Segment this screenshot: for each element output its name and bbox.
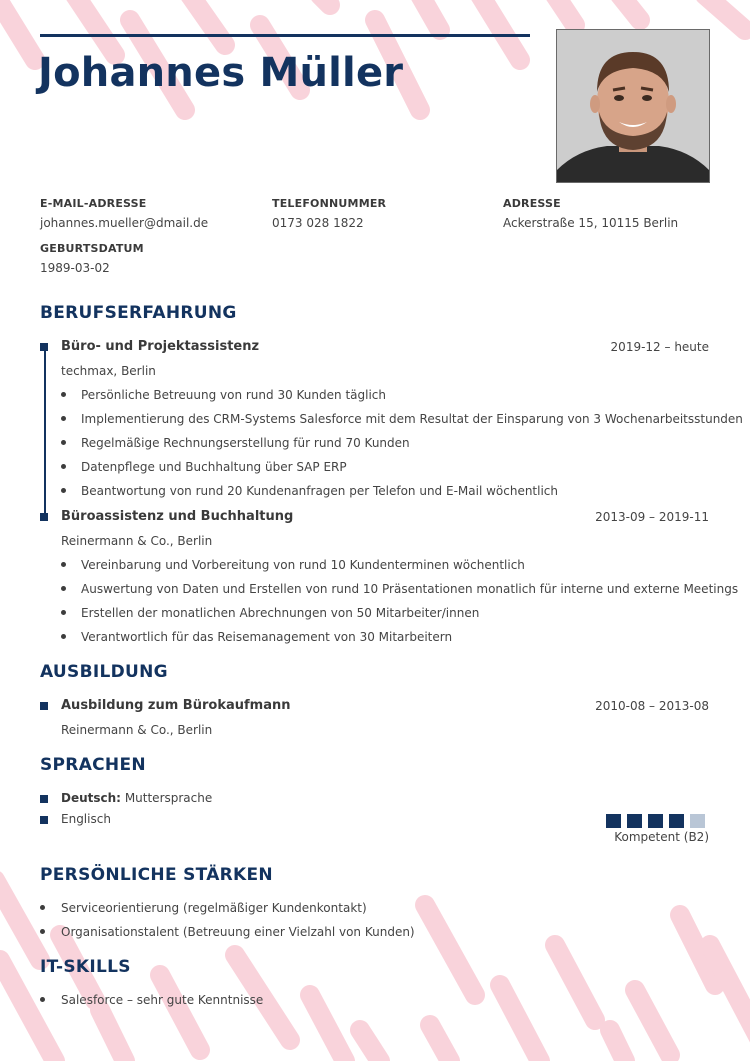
language-level-indicator: [606, 814, 710, 828]
list-item: Verantwortlich für das Reisemanagement von 30 Mitarbeitern: [81, 630, 453, 644]
dot-bullet-icon: [61, 392, 66, 397]
job-company: Reinermann & Co., Berlin: [61, 534, 213, 548]
list-item: Salesforce – sehr gute Kenntnisse: [61, 993, 264, 1007]
candidate-name: Johannes Müller: [38, 50, 404, 96]
square-bullet-icon: [40, 513, 48, 521]
email-block: [40, 197, 208, 230]
dot-bullet-icon: [61, 610, 66, 615]
dot-bullet-icon: [40, 997, 45, 1002]
section-heading-it-skills: IT-SKILLS: [40, 957, 131, 977]
job-title: Büroassistenz und Buchhaltung: [61, 509, 294, 524]
level-square: [627, 814, 642, 828]
address-label: ADRESSE: [503, 197, 561, 210]
list-item: Beantwortung von rund 20 Kundenanfragen per Telefon und E-Mail wöchentlich: [81, 484, 559, 498]
dot-bullet-icon: [61, 440, 66, 445]
portrait-illustration: [557, 30, 709, 182]
portrait-photo: [556, 29, 710, 183]
list-item: Datenpflege und Buchhaltung über SAP ERP: [81, 460, 347, 474]
list-item: Organisationstalent (Betreuung einer Vielzahl von Kunden): [61, 925, 415, 939]
section-heading-strengths: PERSÖNLICHE STÄRKEN: [40, 865, 273, 885]
section-heading-experience: BERUFSERFAHRUNG: [40, 303, 237, 323]
level-square: [648, 814, 663, 828]
language-item-german: [61, 791, 212, 805]
address-value: Ackerstraße 15, 10115 Berlin: [503, 216, 679, 230]
phone-value[interactable]: 0173 028 1822: [272, 216, 364, 230]
square-bullet-icon: [40, 702, 48, 710]
list-item: Persönliche Betreuung von rund 30 Kunden täglich: [81, 388, 386, 402]
job-title: Büro- und Projektassistenz: [61, 339, 260, 354]
list-item: Implementierung des CRM-Systems Salesforce mit dem Resultat der Einsparung von 3 Wochenarbeitsstunden: [81, 412, 743, 426]
language-item-english: Englisch: [61, 812, 111, 826]
language-level-label: Kompetent (B2): [614, 830, 709, 844]
birthdate-block: [40, 242, 144, 275]
address-block: [503, 197, 678, 230]
dot-bullet-icon: [61, 464, 66, 469]
list-item: Auswertung von Daten und Erstellen von rund 10 Präsentationen monatlich für interne und externe Meetings: [81, 582, 739, 596]
dot-bullet-icon: [61, 586, 66, 591]
education-title: Ausbildung zum Bürokaufmann: [61, 698, 291, 713]
list-item: Erstellen der monatlichen Abrechnungen von 50 Mitarbeiter/innen: [81, 606, 480, 620]
job-date: 2019-12 – heute: [610, 340, 709, 354]
phone-label: TELEFONNUMMER: [272, 197, 387, 210]
email-value[interactable]: johannes.mueller@dmail.de: [40, 216, 209, 230]
phone-block: [272, 197, 386, 230]
dot-bullet-icon: [40, 929, 45, 934]
dot-bullet-icon: [61, 562, 66, 567]
language-name: Deutsch:: [61, 791, 121, 805]
language-level: Muttersprache: [124, 791, 213, 805]
list-item: Serviceorientierung (regelmäßiger Kundenkontakt): [61, 901, 367, 915]
dot-bullet-icon: [61, 634, 66, 639]
level-square: [690, 814, 705, 828]
level-square: [606, 814, 621, 828]
job-date: 2013-09 – 2019-11: [595, 510, 709, 524]
email-label: E-MAIL-ADRESSE: [40, 197, 147, 210]
birthdate-label: GEBURTSDATUM: [40, 242, 144, 255]
job-company: techmax, Berlin: [61, 364, 156, 378]
section-heading-languages: SPRACHEN: [40, 755, 146, 775]
list-item: Regelmäßige Rechnungserstellung für rund 70 Kunden: [81, 436, 410, 450]
birthdate-value: 1989-03-02: [40, 261, 110, 275]
dot-bullet-icon: [61, 488, 66, 493]
list-item: Vereinbarung und Vorbereitung von rund 10 Kundenterminen wöchentlich: [81, 558, 525, 572]
square-bullet-icon: [40, 343, 48, 351]
education-date: 2010-08 – 2013-08: [595, 699, 709, 713]
level-square: [669, 814, 684, 828]
experience-timeline: [44, 346, 46, 516]
square-bullet-icon: [40, 816, 48, 824]
section-heading-education: AUSBILDUNG: [40, 662, 168, 682]
square-bullet-icon: [40, 795, 48, 803]
dot-bullet-icon: [61, 416, 66, 421]
education-institution: Reinermann & Co., Berlin: [61, 723, 213, 737]
dot-bullet-icon: [40, 905, 45, 910]
header-rule: [40, 34, 530, 37]
